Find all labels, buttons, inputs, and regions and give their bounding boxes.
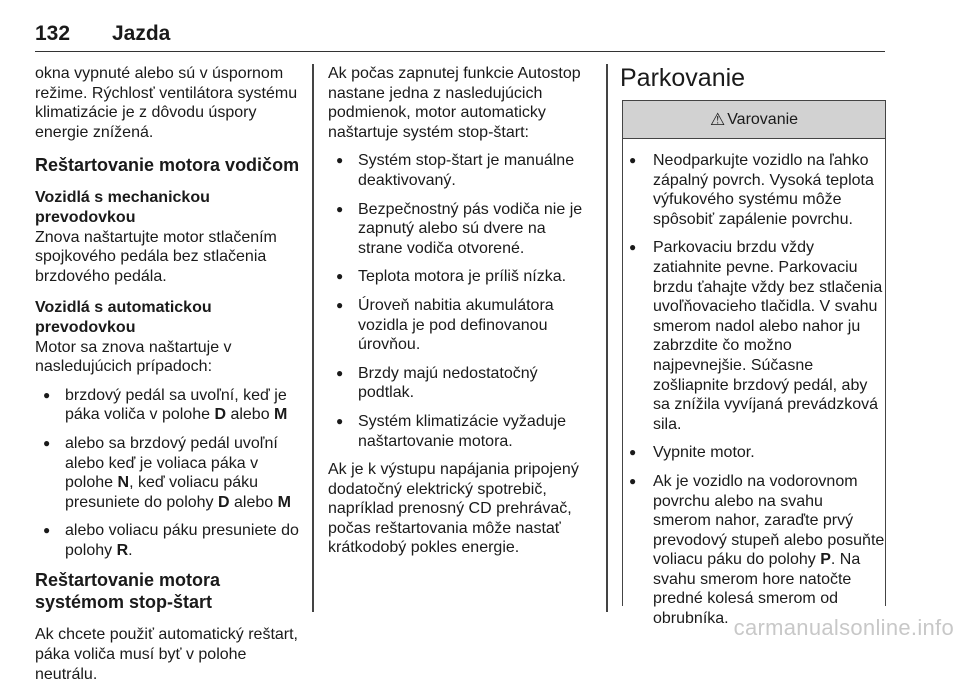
manual-paragraph: Znova naštartujte motor stlačením spojkového pedála bez stlačenia brzdového pedála. [35, 228, 277, 285]
subheading-manual: Vozidlá s mechanickou prevodovkou [35, 189, 210, 226]
list-item: ● Brzdy majú nedostatočný podtlak. [328, 364, 594, 403]
heading-stop-start-restart: Reštartovanie motora systémom stop-štart [35, 570, 221, 613]
autostart-conditions-list [328, 151, 594, 451]
intro-paragraph: okna vypnuté alebo sú v úspornom režime. Rýchlosť ventilátora systému klimatizácie je z dôvodu úspory energie znížená. [35, 65, 298, 141]
list-item: ● Vypnite motor. [623, 443, 885, 463]
warning-header [623, 101, 885, 139]
heading-driver-restart: Reštartovanie motora vodičom [35, 155, 300, 176]
list-item: ● Systém klimatizácie vyžaduje naštartovanie motora. [328, 412, 594, 451]
restart-conditions-list [35, 386, 303, 561]
parking-title: Parkovanie [620, 64, 746, 92]
warning-box [622, 100, 886, 628]
list-item: ● Teplota motora je príliš nízka. [328, 267, 594, 287]
list-item: ● alebo sa brzdový pedál uvoľní alebo keď je voliaca páka v polohe N, keď voliacu páku presuniete do polohy D alebo M [35, 434, 303, 512]
list-item: ● alebo voliacu páku presuniete do polohy R. [35, 521, 303, 560]
warning-triangle-icon: ⚠ [709, 110, 726, 129]
warning-body [623, 139, 885, 629]
column-2 [328, 64, 594, 570]
list-item: ● brzdový pedál sa uvoľní, keď je páka voliča v polohe D alebo M [35, 386, 303, 425]
list-item: ● Parkovaciu brzdu vždy zatiahnite pevne. Parkovaciu brzdu ťahajte vždy bez stlačenia uvoľňovacieho tlačidla. V svahu smerom nadol alebo nahor ju zabrzdite čo možno najpevnejšie. Súčasne zošliapnite brzdový pedál, aby sa znížila vyvíjaná prevádzková sila. [623, 238, 885, 434]
warning-label: Varovanie [727, 110, 799, 128]
list-item: ● Úroveň nabitia akumulátora vozidla je pod definovanou úrovňou. [328, 296, 594, 355]
autostop-intro: Ak počas zapnutej funkcie Autostop nastane jedna z nasledujúcich podmienok, motor automaticky naštartuje systém stop-štart: [328, 65, 581, 141]
column-3 [620, 64, 886, 628]
parking-warnings-list [623, 151, 885, 629]
column-1 [35, 64, 303, 696]
watermark: carmanualsonline.info [733, 615, 954, 640]
column-divider-2 [606, 64, 608, 612]
automatic-paragraph: Motor sa znova naštartuje v nasledujúcich prípadoch: [35, 338, 232, 376]
list-item: ● Neodparkujte vozidlo na ľahko zápalný povrch. Vysoká teplota výfukového systému môže spôsobiť zapálenie povrchu. [623, 151, 885, 229]
column-divider-1 [312, 64, 314, 612]
section-title: Jazda [112, 22, 171, 45]
list-item: ● Bezpečnostný pás vodiča nie je zapnutý alebo sú dvere na strane vodiča otvorené. [328, 200, 594, 259]
power-outlet-paragraph: Ak je k výstupu napájania pripojený dodatočný elektrický spotrebič, napríklad prenosný CD prehrávač, počas reštartovania môže nastať krátkodobý pokles energie. [328, 461, 579, 557]
list-item: ● Ak je vozidlo na vodorovnom povrchu alebo na svahu smerom nahor, zaraďte prvý prevodový stupeň alebo posuňte voliacu páku do polohy P. Na svahu smerom hore natočte predné kolesá smerom od obrubníka. [623, 472, 885, 629]
final-paragraph: Ak chcete použiť automatický reštart, páka voliča musí byť v polohe neutrálu. [35, 626, 298, 683]
subheading-automatic: Vozidlá s automatickou prevodovkou [35, 299, 212, 336]
page-header [35, 16, 885, 52]
page-number: 132 [35, 22, 71, 45]
list-item: ● Systém stop-štart je manuálne deaktivovaný. [328, 151, 594, 190]
